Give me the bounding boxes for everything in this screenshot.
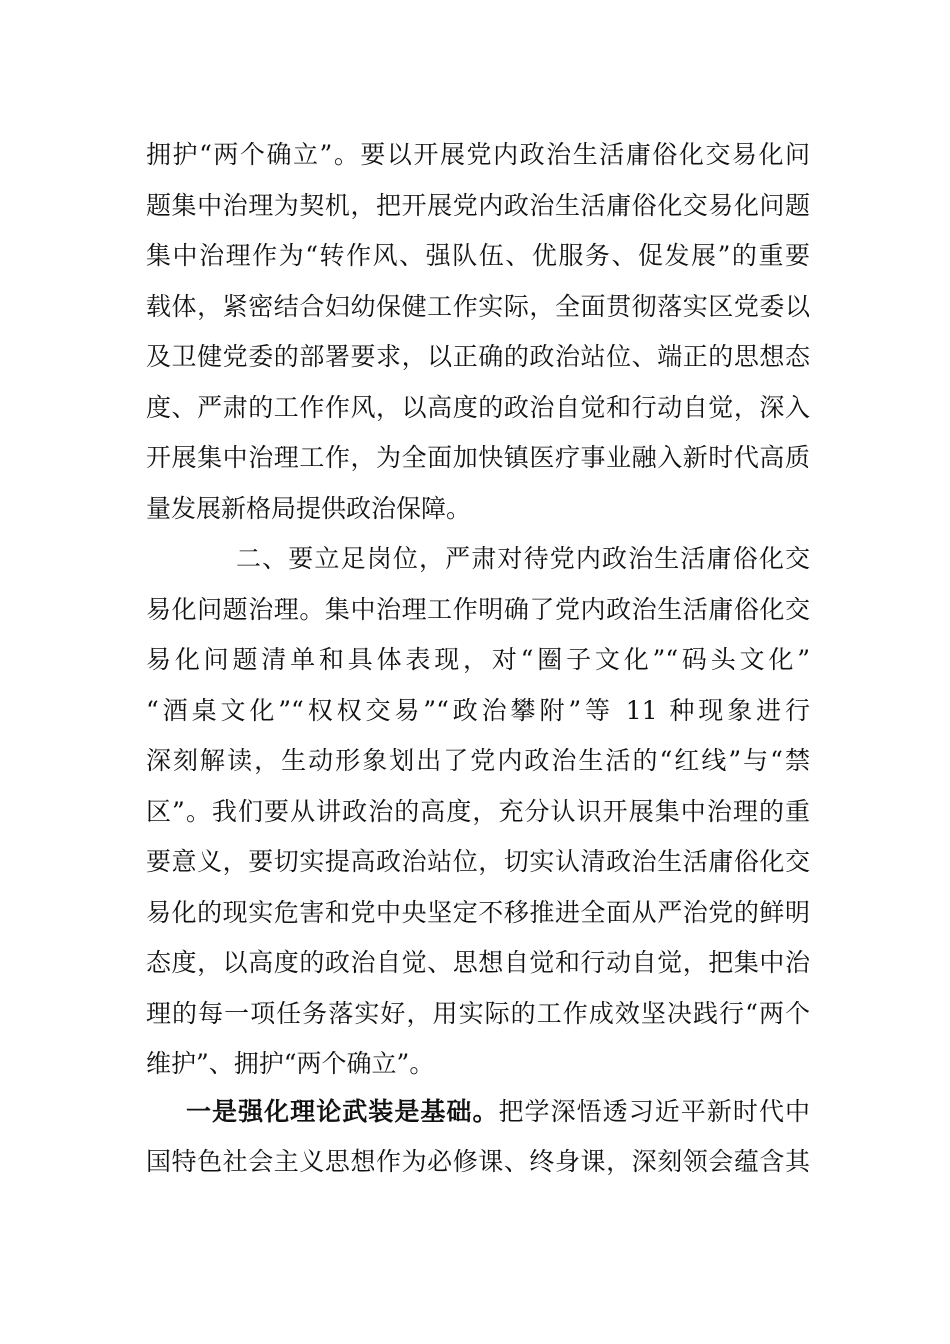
paragraph-1-line-3: 集中治理作为“转作风、强队伍、优服务、促发展”的重要 (146, 241, 810, 270)
paragraph-2-line-8: 易化的现实危害和党中央坚定不移推进全面从严治党的鲜明 (146, 898, 810, 927)
paragraph-3-line-2: 国特色社会主义思想作为必修课、终身课，深刻领会蕴含其 (146, 1147, 810, 1176)
paragraph-2-line-7: 要意义，要切实提高政治站位，切实认清政治生活庸俗化交 (146, 847, 810, 876)
paragraph-1-line-2: 题集中治理为契机，把开展党内政治生活庸俗化交易化问题 (146, 191, 810, 220)
paragraph-1-line-4: 载体，紧密结合妇幼保健工作实际，全面贯彻落实区党委以 (146, 292, 810, 321)
paragraph-3-line-1 (186, 1086, 810, 1138)
paragraph-2-line-10: 理的每一项任务落实好，用实际的工作成效坚决践行“两个 (146, 999, 810, 1028)
paragraph-2-line-9: 态度，以高度的政治自觉、思想自觉和行动自觉，把集中治 (146, 948, 810, 977)
paragraph-3-line-1-text: 把学深悟透习近平新时代中 (498, 1097, 810, 1126)
paragraph-1-line-6: 度、严肃的工作作风，以高度的政治自觉和行动自觉，深入 (146, 393, 810, 422)
paragraph-1-line-1: 拥护“两个确立”。要以开展党内政治生活庸俗化交易化问 (146, 140, 810, 169)
paragraph-2-line-4: “酒桌文化”“权权交易”“政治攀附”等 11 种现象进行 (146, 696, 810, 725)
paragraph-2-line-6: 区”。我们要从讲政治的高度，充分认识开展集中治理的重 (146, 797, 810, 826)
paragraph-2-line-11: 维护”、拥护“两个确立”。 (146, 1049, 435, 1078)
paragraph-2-line-2: 易化问题治理。集中治理工作明确了党内政治生活庸俗化交 (146, 595, 810, 624)
bold-heading: 一是强化理论武装是基础。 (186, 1097, 499, 1126)
paragraph-1-line-5: 及卫健党委的部署要求，以正确的政治站位、端正的思想态 (146, 342, 810, 371)
paragraph-1-line-7: 开展集中治理工作，为全面加快镇医疗事业融入新时代高质 (146, 443, 810, 472)
paragraph-1-line-8: 量发展新格局提供政治保障。 (146, 494, 472, 523)
paragraph-2-line-3: 易化问题清单和具体表现，对“圈子文化”“码头文化” (146, 645, 810, 674)
paragraph-2-line-1: 二、要立足岗位，严肃对待党内政治生活庸俗化交 (236, 544, 810, 573)
paragraph-2-line-5: 深刻解读，生动形象划出了党内政治生活的“红线”与“禁 (146, 746, 810, 775)
